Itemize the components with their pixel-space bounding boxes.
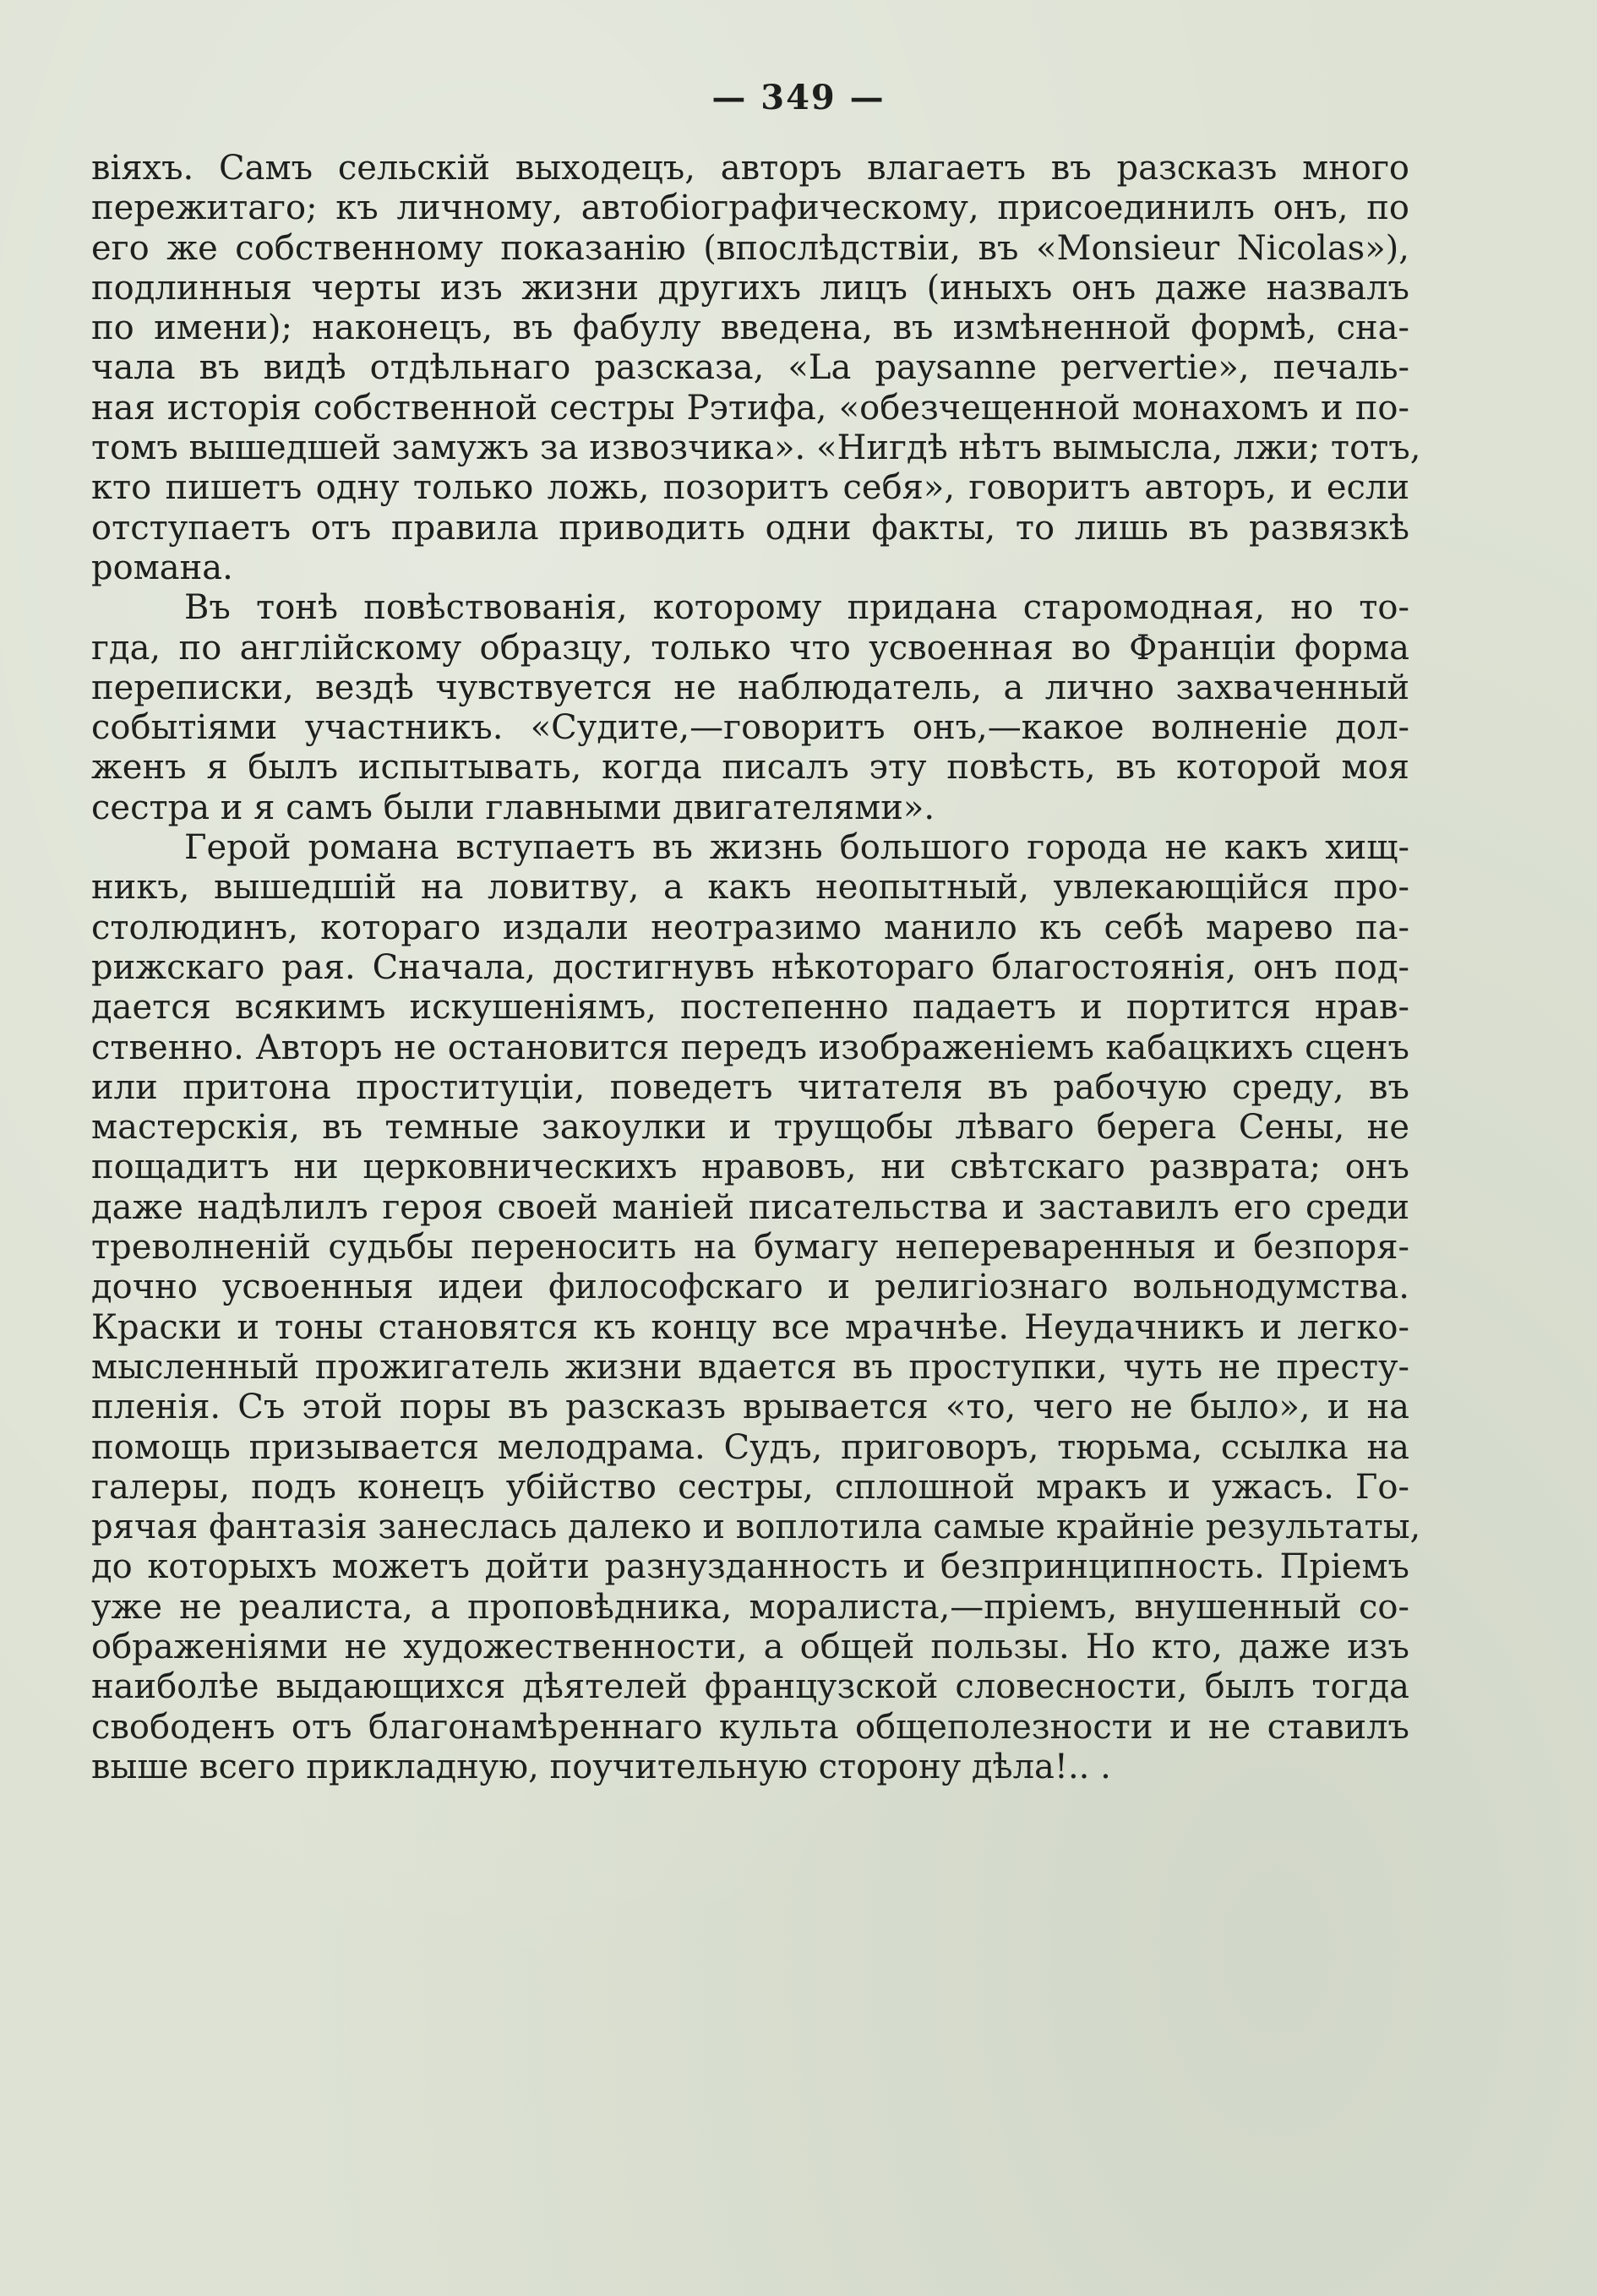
text-line: треволненій судьбы переносить на бумагу непереваренныя и безпоря- [91, 1228, 1409, 1268]
text-line: даже надѣлилъ героя своей маніей писательства и заставилъ его среди [91, 1187, 1409, 1227]
text-line: сестра и я самъ были главными двигателями». [91, 788, 935, 827]
text-line: ображеніями не художественности, а общей пользы. Но кто, даже изъ [91, 1627, 1409, 1666]
text-line: пленія. Съ этой поры въ разсказъ врывается «то, чего не было», и на [91, 1388, 1409, 1427]
text-line: наиболѣе выдающихся дѣятелей французской словесности, былъ тогда [91, 1667, 1409, 1707]
text-line: помощь призывается мелодрама. Судъ, приговоръ, тюрьма, ссылка на [91, 1427, 1409, 1467]
text-line: его же собственному показанію (впослѣдствіи, въ «Monsieur Nicolas»), [91, 228, 1409, 268]
text-line: отступаетъ отъ правила приводить одни факты, то лишь въ развязкѣ [91, 508, 1409, 548]
text-line: мастерскія, въ темные закоулки и трущобы лѣваго берега Сены, не [91, 1108, 1409, 1148]
text-line: женъ я былъ испытывать, когда писалъ эту повѣсть, въ которой моя [91, 748, 1409, 788]
text-line: столюдинъ, котораго издали неотразимо манило къ себѣ марево па- [91, 908, 1409, 947]
text-line: по имени); наконецъ, въ фабулу введена, въ измѣненной формѣ, сна- [91, 308, 1409, 348]
text-line: рижскаго рая. Сначала, достигнувъ нѣкотораго благостоянія, онъ под- [91, 947, 1409, 987]
text-line: віяхъ. Самъ сельскій выходецъ, авторъ влагаетъ въ разсказъ много [91, 149, 1409, 188]
body-text [91, 149, 1421, 1787]
text-line: свободенъ отъ благонамѣреннаго культа общеполезности и не ставилъ [91, 1707, 1409, 1747]
text-line: гда, по англійскому образцу, только что усвоенная во Франціи форма [91, 628, 1409, 668]
text-line: ственно. Авторъ не остановится передъ изображеніемъ кабацкихъ сценъ [91, 1028, 1409, 1067]
text-line: кто пишетъ одну только ложь, позоритъ себя», говоритъ авторъ, и если [91, 468, 1409, 508]
text-line: событіями участникъ. «Судите,—говоритъ онъ,—какое волненіе дол- [91, 708, 1409, 748]
paragraph [91, 588, 1409, 828]
text-line: пощадитъ ни церковническихъ нравовъ, ни свѣтскаго разврата; онъ [91, 1148, 1409, 1187]
text-line: чала въ видѣ отдѣльнаго разсказа, «La paysanne pervertie», печаль- [91, 348, 1409, 388]
text-line: Въ тонѣ повѣствованія, которому придана старомодная, но то- [184, 588, 1409, 628]
text-line: дается всякимъ искушеніямъ, постепенно падаетъ и портится нрав- [91, 988, 1409, 1028]
text-line: мысленный прожигатель жизни вдается въ проступки, чуть не престу- [91, 1347, 1409, 1387]
text-line: уже не реалиста, а проповѣдника, моралиста,—пріемъ, внушенный со- [91, 1587, 1409, 1627]
text-line: до которыхъ можетъ дойти разнузданность и безпринципность. Пріемъ [91, 1547, 1409, 1587]
text-line: романа. [91, 548, 233, 587]
text-line: дочно усвоенныя идеи философскаго и религіознаго вольнодумства. [91, 1268, 1409, 1307]
text-line: выше всего прикладную, поучительную сторону дѣла!.. . [91, 1747, 1111, 1786]
text-line: рячая фантазія занеслась далеко и воплотила самые крайніе результаты, [91, 1508, 1421, 1547]
text-line: подлинныя черты изъ жизни другихъ лицъ (иныхъ онъ даже назвалъ [91, 268, 1409, 308]
text-line: томъ вышедшей замужъ за извозчика». «Нигдѣ нѣтъ вымысла, лжи; тотъ, [91, 428, 1421, 468]
text-line: или притона проституціи, поведетъ читателя въ рабочую среду, въ [91, 1067, 1409, 1107]
text-line: никъ, вышедшій на ловитву, а какъ неопытный, увлекающійся про- [91, 868, 1409, 908]
text-line: галеры, подъ конецъ убійство сестры, сплошной мракъ и ужасъ. Го- [91, 1467, 1409, 1507]
page-number: — 349 — [711, 78, 886, 117]
text-line: пережитаго; къ личному, автобіографическому, присоединилъ онъ, по [91, 188, 1409, 228]
text-line: Краски и тоны становятся къ концу все мрачнѣе. Неудачникъ и легко- [91, 1307, 1409, 1347]
text-line: Герой романа вступаетъ въ жизнь большого города не какъ хищ- [184, 828, 1409, 868]
paragraph [91, 828, 1421, 1787]
text-line: ная исторія собственной сестры Рэтифа, «обезчещенной монахомъ и по- [91, 388, 1409, 428]
paragraph [91, 149, 1421, 588]
text-line: переписки, вездѣ чувствуется не наблюдатель, а лично захваченный [91, 668, 1409, 707]
